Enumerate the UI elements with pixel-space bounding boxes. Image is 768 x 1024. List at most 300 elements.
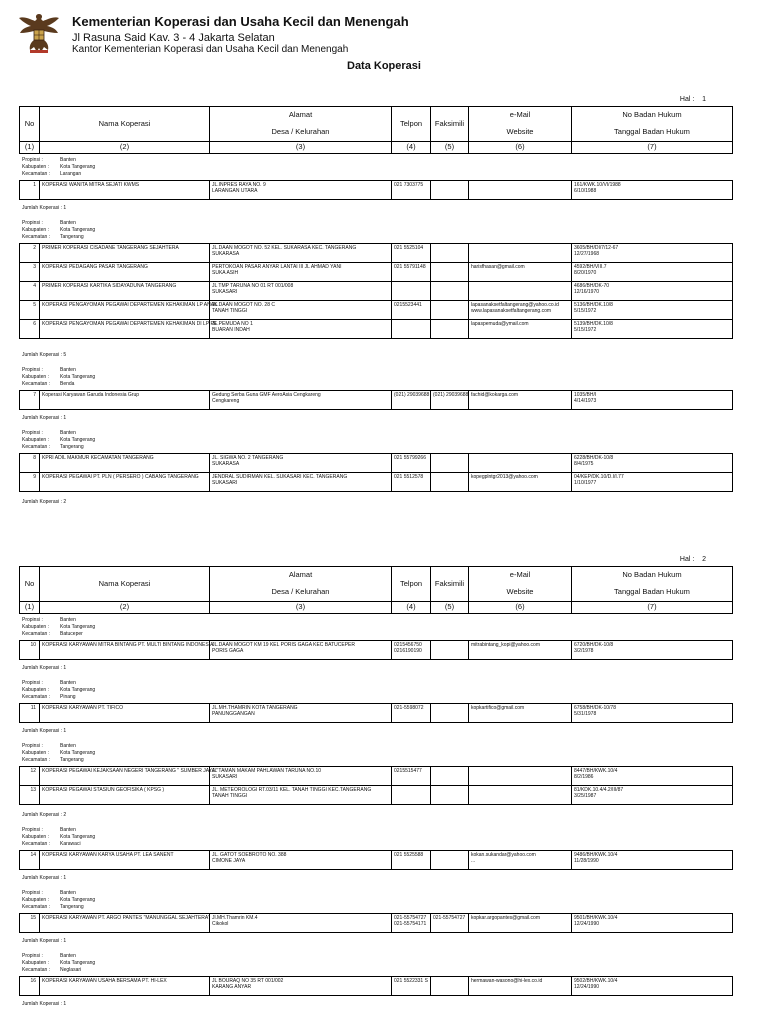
cell-alamat-text: SUKARASA <box>212 251 240 257</box>
cell-telpon-text: 0215515477 <box>394 768 422 774</box>
cell-no <box>20 320 40 339</box>
cell-email-text: ... <box>471 858 476 864</box>
propinsi-row <box>22 743 95 750</box>
cell-alamat <box>210 391 392 410</box>
ministry-title: Kementerian Koperasi dan Usaha Kecil dan Menengah <box>72 14 409 29</box>
cell-alamat <box>210 851 392 870</box>
kabupaten-row <box>22 960 95 967</box>
cell-alamat-text: PERTOKOAN PASAR ANYAR LANTAI III JL AHMAD YANI <box>212 264 342 270</box>
cell-alamat-text: SUKARASA <box>212 461 240 467</box>
cell-faksimili <box>431 454 469 473</box>
header-alamat <box>210 567 392 602</box>
cell-badan-hukum-text: 9501/BH/KWK.10/4 <box>574 915 618 921</box>
cell-badan-hukum <box>572 301 733 320</box>
cell-email-text: harisfhasan@gmail.com <box>471 264 525 270</box>
cell-telpon <box>392 704 431 723</box>
cell-email-text: kopegplntgr2013@yahoo.com <box>471 474 538 480</box>
ministry-office: Kantor Kementerian Koperasi dan Usaha Kecil dan Menengah <box>72 44 349 55</box>
cell-nama-koperasi <box>40 391 210 410</box>
location-block <box>22 743 95 764</box>
cell-no-text: 5 <box>33 302 36 308</box>
cell-no <box>20 263 40 282</box>
header-email-line1: e-Mail <box>509 110 531 120</box>
kabupaten-value: Kota Tangerang <box>60 960 96 966</box>
cell-no <box>20 244 40 263</box>
cell-telpon-text: 021 5525104 <box>394 245 424 251</box>
cell-faksimili <box>431 301 469 320</box>
cell-faksimili <box>431 851 469 870</box>
cell-alamat <box>210 914 392 933</box>
cell-email <box>469 786 572 805</box>
cell-alamat-text: Cikokol <box>212 921 229 927</box>
cell-alamat-text: Cengkareng <box>212 398 240 404</box>
cell-badan-hukum-text: 12/24/1990 <box>574 921 600 927</box>
cell-alamat-text: JL.INPRES RAYA NO. 9 <box>212 182 266 188</box>
cell-email-text: mitrabintang_kopi@yahoo.com <box>471 642 541 648</box>
kabupaten-value: Kota Tangerang <box>60 834 96 840</box>
cell-alamat <box>210 320 392 339</box>
header-alamat-line1: Alamat <box>288 570 313 580</box>
cell-nama-koperasi-text: KOPERASI PEGAWAI PT. PLN ( PERSERO ) CABANG TANGERANG <box>42 474 199 480</box>
kabupaten-value: Kota Tangerang <box>60 750 96 756</box>
cell-telpon-text: 0215523441 <box>394 302 422 308</box>
kabupaten-row <box>22 687 95 694</box>
location-block <box>22 367 95 388</box>
cell-no <box>20 454 40 473</box>
cell-alamat-text: JL. SIGWA NO. 2 TANGERANG <box>212 455 284 461</box>
cell-faksimili <box>431 391 469 410</box>
page-number-label: Hal : <box>679 556 703 563</box>
jumlah-label: Jumlah Koperasi : <box>22 352 64 358</box>
kecamatan-value: Tangerang <box>60 904 84 910</box>
kabupaten-row <box>22 624 95 631</box>
column-header-table <box>19 106 733 154</box>
cell-badan-hukum-text: 4686/BH/DK-70 <box>574 283 610 289</box>
kabupaten-value: Kota Tangerang <box>60 624 96 630</box>
jumlah-value: 1 <box>63 875 67 881</box>
cell-nama-koperasi-text: KOPERASI WANITA MITRA SEJATI KWMS <box>42 182 140 188</box>
cell-alamat-text: JL. METEOROLOGI RT.03/11 KEL. TANAH TINGGI KEC.TANGERANG <box>212 787 372 793</box>
koperasi-row <box>20 263 733 282</box>
header-badan-hukum-line1: No Badan Hukum <box>622 110 682 120</box>
cell-badan-hukum <box>572 320 733 339</box>
jumlah-koperasi <box>22 728 66 734</box>
cell-alamat-text: JL.DAAN MOGOT NO. 52 KEL. SUKARASA KEC. TANGERANG <box>212 245 357 251</box>
koperasi-row <box>20 473 733 492</box>
cell-email <box>469 641 572 660</box>
cell-nama-koperasi <box>40 263 210 282</box>
cell-alamat <box>210 454 392 473</box>
jumlah-label: Jumlah Koperasi : <box>22 205 64 211</box>
propinsi-value: Banten <box>60 743 76 749</box>
cell-alamat <box>210 786 392 805</box>
cell-alamat-text: JENDRAL SUDIRMAN KEL. SUKASARI KEC. TANGERANG <box>212 474 348 480</box>
jumlah-koperasi <box>22 812 66 818</box>
kabupaten-label: Kabupaten : <box>22 960 49 966</box>
cell-alamat-text: JL TMP TARUNA NO 01 RT 001/008 <box>212 283 294 289</box>
cell-badan-hukum <box>572 391 733 410</box>
koperasi-table <box>19 180 733 200</box>
header-alamat-line1: Alamat <box>288 110 313 120</box>
propinsi-label: Propinsi : <box>22 827 43 833</box>
kabupaten-row <box>22 374 95 381</box>
kecamatan-label: Kecamatan : <box>22 841 51 847</box>
koperasi-table <box>19 913 733 933</box>
header-email-line2: Website <box>506 587 534 597</box>
header-alamat-line2: Desa / Kelurahan <box>271 127 330 137</box>
kecamatan-label: Kecamatan : <box>22 381 51 387</box>
cell-alamat <box>210 473 392 492</box>
cell-alamat-text: SUKASARI <box>212 480 238 486</box>
cell-faksimili <box>431 181 469 200</box>
column-number: (2) <box>40 602 210 614</box>
column-number: (6) <box>469 602 572 614</box>
kecamatan-label: Kecamatan : <box>22 757 51 763</box>
propinsi-value: Banten <box>60 680 76 686</box>
cell-no <box>20 704 40 723</box>
kabupaten-label: Kabupaten : <box>22 227 49 233</box>
koperasi-table <box>19 766 733 805</box>
kabupaten-row <box>22 227 95 234</box>
kecamatan-value: Pinang <box>60 694 76 700</box>
cell-alamat-text: JL BOURAQ NO 35 RT 001/002 <box>212 978 284 984</box>
column-number: (1) <box>20 602 40 614</box>
koperasi-table <box>19 453 733 492</box>
cell-no-text: 12 <box>30 768 36 774</box>
cell-email-text: lapaspemuda@ymail.com <box>471 321 529 327</box>
jumlah-label: Jumlah Koperasi : <box>22 875 64 881</box>
kecamatan-value: Benda <box>60 381 75 387</box>
kecamatan-value: Karawaci <box>60 841 81 847</box>
cell-alamat-text: JL.DAAN MOGOT NO. 28 C <box>212 302 275 308</box>
kecamatan-value: Larangan <box>60 171 82 177</box>
jumlah-koperasi <box>22 415 66 421</box>
propinsi-row <box>22 430 95 437</box>
cell-alamat <box>210 641 392 660</box>
cell-email-text: lapasanaksetfaltangerang@yahoo.co.id <box>471 302 559 308</box>
cell-no <box>20 851 40 870</box>
cell-badan-hukum-text: 6228/BH/DK-10/8 <box>574 455 614 461</box>
cell-email <box>469 454 572 473</box>
cell-alamat <box>210 704 392 723</box>
cell-alamat <box>210 244 392 263</box>
koperasi-row <box>20 454 733 473</box>
kabupaten-row <box>22 437 95 444</box>
kecamatan-row <box>22 444 95 451</box>
cell-nama-koperasi <box>40 641 214 660</box>
jumlah-value: 1 <box>63 665 67 671</box>
cell-telpon <box>392 391 431 410</box>
cell-badan-hukum <box>572 454 733 473</box>
cell-faksimili <box>431 641 469 660</box>
header-email-line2: Website <box>506 127 534 137</box>
cell-badan-hukum-text: 5136/BH/DK.10/8 <box>574 302 613 308</box>
kecamatan-label: Kecamatan : <box>22 904 51 910</box>
kabupaten-value: Kota Tangerang <box>60 374 96 380</box>
kabupaten-label: Kabupaten : <box>22 164 49 170</box>
kabupaten-row <box>22 897 95 904</box>
kabupaten-label: Kabupaten : <box>22 687 49 693</box>
cell-nama-koperasi-text: KOPERASI PENGAYOMAN PEGAWAI DEPARTEMEN KEHAKIMAN LP ANAK <box>42 302 218 308</box>
cell-email-text: kopkartifico@gmail.com <box>471 705 525 711</box>
kabupaten-label: Kabupaten : <box>22 624 49 630</box>
cell-no-text: 13 <box>30 787 36 793</box>
koperasi-row <box>20 391 733 410</box>
cell-badan-hukum-text: 8/20/1970 <box>574 270 597 276</box>
page-number <box>680 96 706 103</box>
cell-badan-hukum <box>572 704 733 723</box>
propinsi-label: Propinsi : <box>22 953 43 959</box>
kecamatan-label: Kecamatan : <box>22 631 51 637</box>
cell-badan-hukum-text: 9486/BH/KWK.10/4 <box>574 852 618 858</box>
cell-nama-koperasi-text: KPRI ADIL MAKMUR KECAMATAN TANGERANG <box>42 455 154 461</box>
propinsi-value: Banten <box>60 157 76 163</box>
cell-no-text: 2 <box>33 245 36 251</box>
cell-faksimili <box>431 244 469 263</box>
cell-alamat-text: TANAH TINGGI <box>212 793 248 799</box>
cell-no-text: 15 <box>30 915 36 921</box>
column-number: (2) <box>40 142 210 154</box>
cell-telpon-text: 0216190190 <box>394 648 422 654</box>
koperasi-table <box>19 243 733 339</box>
propinsi-value: Banten <box>60 953 76 959</box>
cell-nama-koperasi <box>40 977 210 996</box>
cell-telpon <box>392 320 431 339</box>
cell-alamat <box>210 977 392 996</box>
cell-telpon-text: 021-55754171 <box>394 921 427 927</box>
cell-email <box>469 244 572 263</box>
cell-nama-koperasi <box>40 282 210 301</box>
propinsi-label: Propinsi : <box>22 890 43 896</box>
cell-faksimili <box>431 473 469 492</box>
cell-telpon-text: 021-5598072 <box>394 705 424 711</box>
cell-faksimili <box>431 767 469 786</box>
kabupaten-label: Kabupaten : <box>22 897 49 903</box>
cell-badan-hukum <box>572 244 733 263</box>
cell-email <box>469 391 572 410</box>
cell-alamat-text: SUKASARI <box>212 289 238 295</box>
header-faksimili: Faksimili <box>431 107 469 142</box>
location-block <box>22 220 95 241</box>
kabupaten-row <box>22 750 95 757</box>
propinsi-value: Banten <box>60 617 76 623</box>
cell-nama-koperasi <box>40 244 210 263</box>
cell-nama-koperasi-text: PRIMER KOPERASI CISADANE TANGERANG SEJAHTERA <box>42 245 179 251</box>
cell-telpon-text: (021) 29039688 <box>394 392 430 398</box>
cell-faksimili-text: 021-55754727 <box>433 915 466 921</box>
koperasi-row <box>20 851 733 870</box>
cell-no <box>20 767 40 786</box>
document-title: Data Koperasi <box>347 60 421 72</box>
koperasi-row <box>20 704 733 723</box>
cell-faksimili <box>431 704 469 723</box>
cell-telpon-text: 021 55799266 <box>394 455 426 461</box>
cell-telpon-text: 021 55791148 <box>394 264 426 270</box>
garuda-emblem-icon <box>16 10 62 56</box>
jumlah-label: Jumlah Koperasi : <box>22 938 64 944</box>
koperasi-row <box>20 767 733 786</box>
cell-telpon <box>392 914 431 933</box>
jumlah-koperasi <box>22 875 66 881</box>
cell-email <box>469 977 572 996</box>
cell-badan-hukum-text: 161/KWK.10/VI/1988 <box>574 182 621 188</box>
cell-nama-koperasi-text: KOPERASI KARYAWAN PT. ARGO PANTES "MANUNGGAL SEJAHTERA" <box>42 915 211 921</box>
koperasi-table <box>19 976 733 996</box>
propinsi-value: Banten <box>60 430 76 436</box>
cell-alamat <box>210 282 392 301</box>
header-telpon: Telpon <box>392 107 431 142</box>
cell-alamat-text: JL.PEMUDA NO 1 <box>212 321 253 327</box>
cell-badan-hukum-text: 5/31/1978 <box>574 711 597 717</box>
cell-nama-koperasi <box>40 914 210 933</box>
cell-no-text: 6 <box>33 321 36 327</box>
kabupaten-value: Kota Tangerang <box>60 164 96 170</box>
propinsi-label: Propinsi : <box>22 430 43 436</box>
cell-badan-hukum <box>572 181 733 200</box>
page-number-value: 1 <box>702 96 706 103</box>
jumlah-label: Jumlah Koperasi : <box>22 415 64 421</box>
cell-alamat-text: KARANG ANYAR <box>212 984 252 990</box>
cell-badan-hukum <box>572 977 733 996</box>
kabupaten-value: Kota Tangerang <box>60 227 96 233</box>
cell-badan-hukum-text: 3605/BH/DI/7/12-67 <box>574 245 619 251</box>
jumlah-label: Jumlah Koperasi : <box>22 1001 64 1007</box>
propinsi-row <box>22 890 95 897</box>
column-number: (7) <box>572 602 733 614</box>
cell-nama-koperasi <box>40 767 218 786</box>
kecamatan-value: Tangerang <box>60 234 84 240</box>
cell-no <box>20 301 40 320</box>
koperasi-table <box>19 703 733 723</box>
cell-badan-hukum <box>572 786 733 805</box>
kecamatan-value: Neglasari <box>60 967 82 973</box>
kabupaten-label: Kabupaten : <box>22 834 49 840</box>
koperasi-row <box>20 914 733 933</box>
propinsi-label: Propinsi : <box>22 743 43 749</box>
koperasi-table <box>19 640 733 660</box>
header-email <box>469 107 572 142</box>
cell-email <box>469 704 572 723</box>
cell-telpon <box>392 263 431 282</box>
header-nama-koperasi: Nama Koperasi <box>40 567 210 602</box>
jumlah-value: 2 <box>63 812 67 818</box>
cell-badan-hukum-text: 9502/BH/KWK.10/4 <box>574 978 618 984</box>
column-number: (3) <box>210 602 392 614</box>
cell-badan-hukum-text: 4/14/1973 <box>574 398 597 404</box>
cell-badan-hukum-text: 3/25/1987 <box>574 793 597 799</box>
cell-badan-hukum <box>572 263 733 282</box>
cell-alamat <box>210 181 392 200</box>
jumlah-koperasi <box>22 352 66 358</box>
header-badan-hukum-line2: Tanggal Badan Hukum <box>614 127 690 137</box>
kecamatan-row <box>22 631 95 638</box>
cell-badan-hukum-text: 12/27/1968 <box>574 251 600 257</box>
cell-email <box>469 767 572 786</box>
cell-faksimili <box>431 914 469 933</box>
kabupaten-value: Kota Tangerang <box>60 897 96 903</box>
cell-nama-koperasi <box>40 786 210 805</box>
koperasi-row <box>20 786 733 805</box>
cell-telpon <box>392 786 431 805</box>
cell-no <box>20 181 40 200</box>
jumlah-label: Jumlah Koperasi : <box>22 728 64 734</box>
koperasi-row <box>20 244 733 263</box>
cell-no-text: 7 <box>33 392 36 398</box>
cell-alamat <box>210 301 392 320</box>
cell-no <box>20 786 40 805</box>
page-number <box>680 556 706 563</box>
column-number: (4) <box>392 602 431 614</box>
header-badan-hukum <box>572 567 733 602</box>
propinsi-row <box>22 953 95 960</box>
column-number: (5) <box>431 142 469 154</box>
header-email <box>469 567 572 602</box>
cell-badan-hukum-text: 5139/BH/DK.10/8 <box>574 321 613 327</box>
column-number: (3) <box>210 142 392 154</box>
kecamatan-row <box>22 904 95 911</box>
cell-badan-hukum-text: 8/2/1986 <box>574 774 594 780</box>
cell-email <box>469 181 572 200</box>
propinsi-label: Propinsi : <box>22 680 43 686</box>
cell-alamat-text: SUKASARI <box>212 774 238 780</box>
propinsi-row <box>22 220 95 227</box>
jumlah-koperasi <box>22 499 66 505</box>
cell-telpon <box>392 301 431 320</box>
kecamatan-row <box>22 694 95 701</box>
cell-badan-hukum <box>572 282 733 301</box>
cell-faksimili <box>431 282 469 301</box>
cell-email <box>469 301 572 320</box>
koperasi-row <box>20 977 733 996</box>
cell-nama-koperasi <box>40 704 210 723</box>
cell-faksimili-text: (021) 29039688 <box>433 392 469 398</box>
cell-telpon <box>392 767 431 786</box>
koperasi-table <box>19 850 733 870</box>
cell-badan-hukum-text: 5/15/1972 <box>574 327 597 333</box>
cell-nama-koperasi-text: KOPERASI KARYAWAN KARYA USAHA PT. LEA SANENT <box>42 852 174 858</box>
propinsi-row <box>22 157 95 164</box>
cell-nama-koperasi-text: Koperasi Karyawan Garuda Indonesia Grup <box>42 392 140 398</box>
cell-nama-koperasi-text: KOPERASI KARYAWAN MITRA BINTANG PT. MULTI BINTANG INDONESIA <box>42 642 214 648</box>
location-block <box>22 953 95 974</box>
cell-no-text: 4 <box>33 283 36 289</box>
cell-alamat-text: Gedung Serba Guna GMF AeroAsia Cengkareng <box>212 392 321 398</box>
header-no: No <box>20 567 40 602</box>
koperasi-row <box>20 320 733 339</box>
kecamatan-label: Kecamatan : <box>22 444 51 450</box>
cell-email-text: hermawan-wasono@hi-lex.co.id <box>471 978 543 984</box>
kabupaten-label: Kabupaten : <box>22 437 49 443</box>
cell-email-text: kokan.sukandar@yahoo.com <box>471 852 536 858</box>
page-number-value: 2 <box>702 556 706 563</box>
cell-no <box>20 282 40 301</box>
header-faksimili: Faksimili <box>431 567 469 602</box>
propinsi-value: Banten <box>60 827 76 833</box>
cell-alamat-text: JL.MH.THAMRIN KOTA TANGERANG <box>212 705 298 711</box>
location-block <box>22 680 95 701</box>
cell-telpon <box>392 473 431 492</box>
cell-no-text: 9 <box>33 474 36 480</box>
kecamatan-row <box>22 171 95 178</box>
cell-telpon <box>392 282 431 301</box>
kecamatan-label: Kecamatan : <box>22 967 51 973</box>
cell-alamat-text: JL TAMAN MAKAM PAHLAWAN TARUNA NO.10 <box>212 768 322 774</box>
jumlah-koperasi <box>22 938 66 944</box>
location-block <box>22 430 95 451</box>
cell-badan-hukum-text: 8/4/1975 <box>574 461 594 467</box>
propinsi-label: Propinsi : <box>22 157 43 163</box>
cell-email-text: kopkar.argopantes@gmail.com <box>471 915 540 921</box>
